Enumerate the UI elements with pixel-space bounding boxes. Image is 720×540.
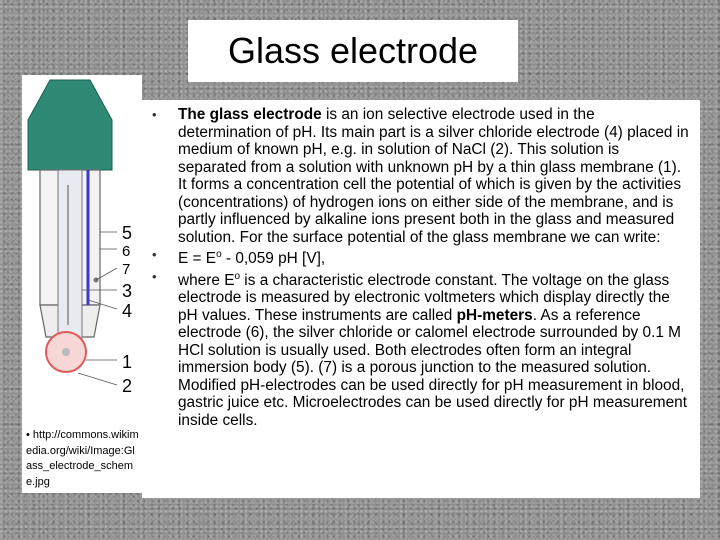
bullet-item-definition	[142, 106, 690, 246]
label-5: 5	[122, 223, 133, 243]
explanation-mid2: . As a reference electrode (6), the silver chloride or calomel electrode surrounded by 0.1 M HCl solution is usually used. Both electrodes often form an integral immersion body (5). (7) is a porous junction to the measured solution. Modified pH-electrodes can be used directly for pH measurement in blood, gastric juice etc. Microelectrodes can be used directly for pH measurement inside cells.	[178, 306, 687, 429]
label-6: 6	[122, 243, 131, 260]
explanation-pre: where E	[178, 271, 235, 289]
slide-title: Glass electrode	[188, 20, 518, 82]
electrode-diagram	[22, 75, 142, 493]
equation-post: - 0,059 pH [V],	[221, 250, 326, 268]
bullet-dot: •	[152, 247, 157, 262]
electrode-cap	[28, 80, 112, 170]
equation-pre: E = E	[178, 250, 217, 268]
bullet-item-equation	[142, 246, 690, 268]
explanation-mid1: is a characteristic electrode constant. The voltage on the glass electrode is measured by electronic voltmeters which display directly the pH values. These instruments are called	[178, 271, 670, 324]
inner-tube	[58, 170, 82, 342]
label-1: 1	[122, 352, 133, 372]
bold-term-glass-electrode: The glass electrode	[178, 106, 322, 123]
bold-term-ph-meters: pH-meters	[456, 306, 533, 324]
label-3: 3	[122, 281, 133, 301]
equation-sup: o	[216, 249, 222, 260]
label-7: 7	[122, 261, 131, 278]
text-panel	[142, 100, 700, 498]
label-2: 2	[122, 376, 133, 396]
label-4: 4	[122, 301, 133, 321]
image-source-caption: • http://commons.wikimedia.org/wiki/Image:Glass_electrode_scheme.jpg	[26, 429, 139, 488]
definition-text: is an ion selective electrode used in the determination of pH. Its main part is a silver chloride electrode (4) placed in medium of known pH, e.g. in solution of NaCl (2). This solution is separated from a solution with unknown pH by a thin glass membrane (1). It forms a concentration cell the potential of which is given by the activities (concentrations) of hydrogen ions on either side of the membrane, and is partly influenced by alkaline ions present both in the glass and measured solution. For the surface potential of the glass membrane we can write:	[178, 106, 689, 246]
bullet-list	[142, 100, 700, 429]
bullet-dot: •	[152, 107, 157, 122]
bullet-dot: •	[152, 268, 157, 284]
explanation-sup: o	[234, 270, 241, 282]
bullet-item-explanation	[142, 268, 690, 430]
glass-electrode-scheme	[22, 75, 142, 425]
